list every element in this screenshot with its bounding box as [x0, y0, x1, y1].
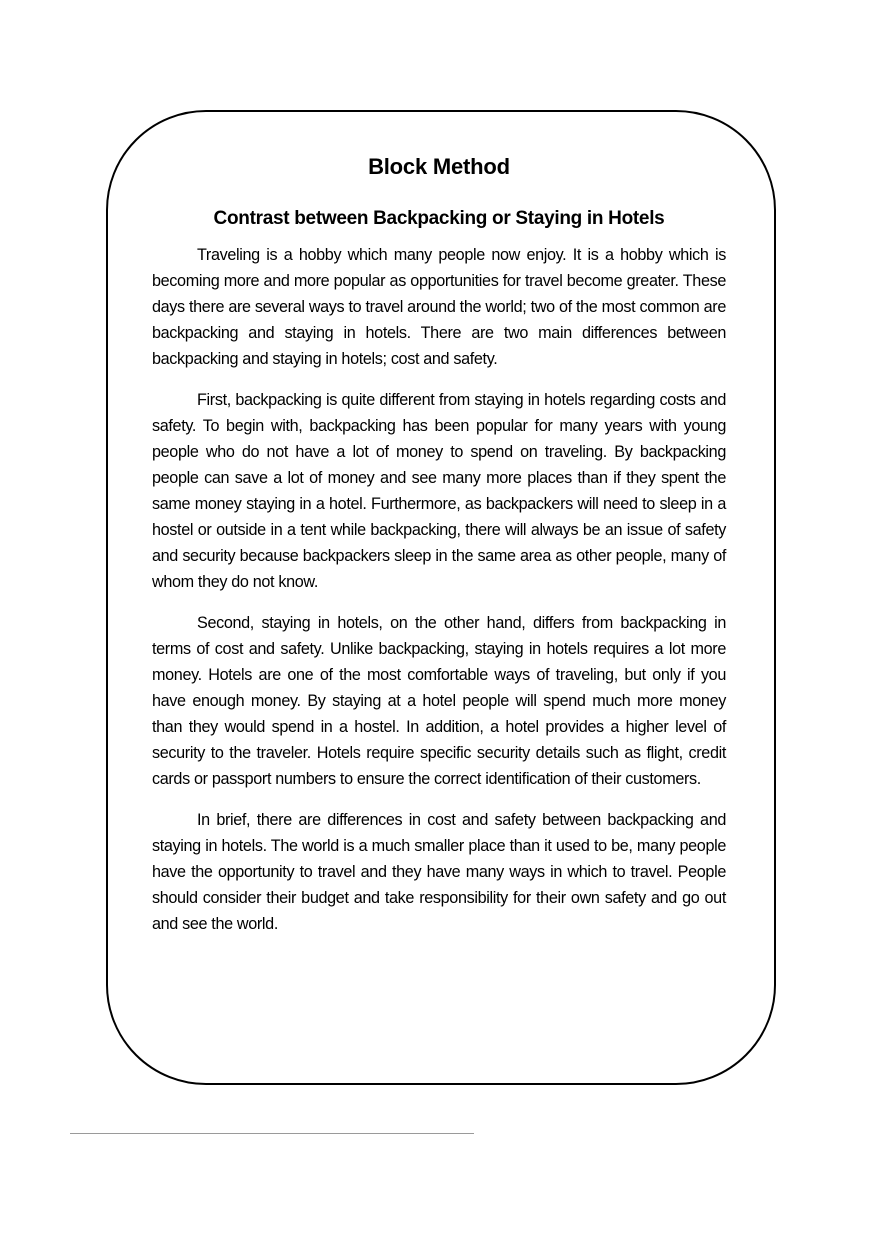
- essay-subtitle: Contrast between Backpacking or Staying in Hotels: [213, 208, 665, 229]
- essay-content: [152, 150, 726, 937]
- footnote-separator: [70, 1133, 474, 1134]
- page-title: Block Method: [368, 154, 510, 179]
- paragraph-conclusion: In brief, there are differences in cost and safety between backpacking and staying in hotels. The world is a much smaller place than it used to be, many people have the opportunity to travel and they have many ways in which to travel. People should consider their budget and take responsibility for their own safety and go out and see the world.: [152, 811, 726, 933]
- paragraph-introduction: Traveling is a hobby which many people now enjoy. It is a hobby which is becoming more and more popular as opportunities for travel become greater. These days there are several ways to travel around the world; two of the most common are backpacking and staying in hotels. There are two main differences between backpacking and staying in hotels; cost and safety.: [152, 246, 726, 368]
- paragraph-backpacking: First, backpacking is quite different from staying in hotels regarding costs and safety. To begin with, backpacking has been popular for many years with young people who do not have a lot of money to spend on traveling. By backpacking people can save a lot of money and see many more places than if they spent the same money staying in a hotel. Furthermore, as backpackers will need to sleep in a hostel or outside in a tent while backpacking, there will always be an issue of safety and security because backpackers sleep in the same area as other people, many of whom they do not know.: [152, 391, 726, 591]
- paragraph-hotels: Second, staying in hotels, on the other hand, differs from backpacking in terms of cost and safety. Unlike backpacking, staying in hotels requires a lot more money. Hotels are one of the most comfortable ways of traveling, but only if you have enough money. By staying at a hotel people will spend much more money than they would spend in a hostel. In addition, a hotel provides a higher level of security to the traveler. Hotels require specific security details such as flight, credit cards or passport numbers to ensure the correct identification of their customers.: [152, 614, 726, 788]
